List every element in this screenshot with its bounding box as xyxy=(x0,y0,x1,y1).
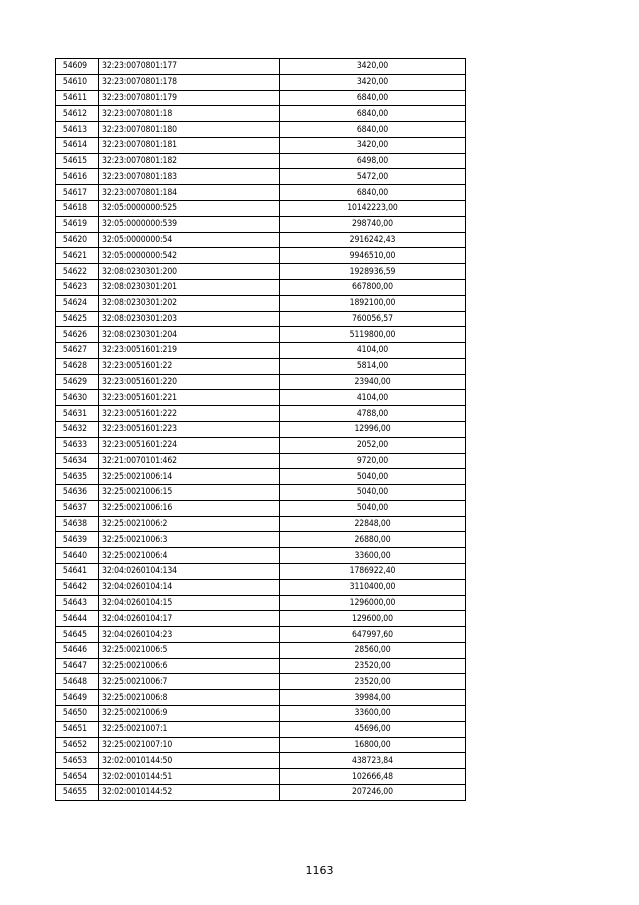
table-row xyxy=(56,690,466,706)
table-row xyxy=(56,185,466,201)
row-number-cell: 54634 xyxy=(56,453,99,469)
cadastral-value-cell: 3110400,00 xyxy=(280,579,466,595)
cadastral-number-cell: 32:23:0051601:223 xyxy=(99,421,280,437)
cadastral-number-cell: 32:25:0021006:8 xyxy=(99,690,280,706)
row-number-cell: 54625 xyxy=(56,311,99,327)
row-number-cell: 54623 xyxy=(56,279,99,295)
row-number-cell: 54655 xyxy=(56,784,99,800)
table-row xyxy=(56,469,466,485)
cadastral-number-cell: 32:04:0260104:134 xyxy=(99,564,280,580)
table-row xyxy=(56,485,466,501)
table-row xyxy=(56,106,466,122)
cadastral-number-cell: 32:08:0230301:200 xyxy=(99,264,280,280)
cadastral-number-cell: 32:08:0230301:204 xyxy=(99,327,280,343)
cadastral-number-cell: 32:04:0260104:17 xyxy=(99,611,280,627)
table-row xyxy=(56,548,466,564)
cadastral-value-table xyxy=(55,58,466,801)
row-number-cell: 54654 xyxy=(56,769,99,785)
row-number-cell: 54626 xyxy=(56,327,99,343)
table-row xyxy=(56,721,466,737)
cadastral-number-cell: 32:23:0070801:178 xyxy=(99,74,280,90)
cadastral-value-cell: 9946510,00 xyxy=(280,248,466,264)
row-number-cell: 54616 xyxy=(56,169,99,185)
cadastral-value-cell: 5119800,00 xyxy=(280,327,466,343)
cadastral-value-cell: 4788,00 xyxy=(280,406,466,422)
cadastral-value-cell: 33600,00 xyxy=(280,548,466,564)
table-row xyxy=(56,248,466,264)
cadastral-number-cell: 32:23:0051601:22 xyxy=(99,358,280,374)
cadastral-number-cell: 32:25:0021006:5 xyxy=(99,642,280,658)
cadastral-number-cell: 32:23:0051601:224 xyxy=(99,437,280,453)
cadastral-number-cell: 32:02:0010144:51 xyxy=(99,769,280,785)
cadastral-number-cell: 32:23:0051601:222 xyxy=(99,406,280,422)
cadastral-value-cell: 28560,00 xyxy=(280,642,466,658)
cadastral-number-cell: 32:04:0260104:14 xyxy=(99,579,280,595)
cadastral-value-cell: 6840,00 xyxy=(280,185,466,201)
table-row xyxy=(56,59,466,75)
row-number-cell: 54618 xyxy=(56,201,99,217)
table-row xyxy=(56,421,466,437)
row-number-cell: 54629 xyxy=(56,374,99,390)
cadastral-value-cell: 5040,00 xyxy=(280,485,466,501)
cadastral-number-cell: 32:23:0070801:180 xyxy=(99,122,280,138)
cadastral-value-cell: 23520,00 xyxy=(280,658,466,674)
cadastral-number-cell: 32:25:0021006:15 xyxy=(99,485,280,501)
cadastral-number-cell: 32:05:0000000:539 xyxy=(99,216,280,232)
table-row xyxy=(56,327,466,343)
cadastral-number-cell: 32:05:0000000:542 xyxy=(99,248,280,264)
row-number-cell: 54653 xyxy=(56,753,99,769)
row-number-cell: 54611 xyxy=(56,90,99,106)
table-row xyxy=(56,564,466,580)
cadastral-number-cell: 32:02:0010144:52 xyxy=(99,784,280,800)
cadastral-value-cell: 26880,00 xyxy=(280,532,466,548)
row-number-cell: 54636 xyxy=(56,485,99,501)
row-number-cell: 54648 xyxy=(56,674,99,690)
cadastral-value-cell: 5040,00 xyxy=(280,469,466,485)
cadastral-number-cell: 32:25:0021007:10 xyxy=(99,737,280,753)
row-number-cell: 54615 xyxy=(56,153,99,169)
row-number-cell: 54622 xyxy=(56,264,99,280)
cadastral-value-cell: 3420,00 xyxy=(280,59,466,75)
table-row xyxy=(56,595,466,611)
row-number-cell: 54641 xyxy=(56,564,99,580)
row-number-cell: 54647 xyxy=(56,658,99,674)
cadastral-value-cell: 667800,00 xyxy=(280,279,466,295)
row-number-cell: 54627 xyxy=(56,343,99,359)
row-number-cell: 54614 xyxy=(56,137,99,153)
row-number-cell: 54638 xyxy=(56,516,99,532)
row-number-cell: 54637 xyxy=(56,500,99,516)
row-number-cell: 54649 xyxy=(56,690,99,706)
cadastral-number-cell: 32:25:0021006:14 xyxy=(99,469,280,485)
table-row xyxy=(56,74,466,90)
table-row xyxy=(56,201,466,217)
table-row xyxy=(56,753,466,769)
table-row xyxy=(56,390,466,406)
cadastral-value-cell: 45696,00 xyxy=(280,721,466,737)
cadastral-number-cell: 32:23:0070801:179 xyxy=(99,90,280,106)
cadastral-number-cell: 32:05:0000000:525 xyxy=(99,201,280,217)
cadastral-value-cell: 129600,00 xyxy=(280,611,466,627)
table-row xyxy=(56,737,466,753)
cadastral-number-cell: 32:25:0021006:3 xyxy=(99,532,280,548)
table-row xyxy=(56,769,466,785)
table-row xyxy=(56,674,466,690)
cadastral-value-cell: 647997,60 xyxy=(280,627,466,643)
row-number-cell: 54628 xyxy=(56,358,99,374)
table-row xyxy=(56,122,466,138)
row-number-cell: 54631 xyxy=(56,406,99,422)
cadastral-value-cell: 298740,00 xyxy=(280,216,466,232)
cadastral-value-cell: 39984,00 xyxy=(280,690,466,706)
cadastral-value-cell: 760056,57 xyxy=(280,311,466,327)
table-row xyxy=(56,706,466,722)
cadastral-number-cell: 32:08:0230301:203 xyxy=(99,311,280,327)
table-row xyxy=(56,406,466,422)
cadastral-number-cell: 32:25:0021006:9 xyxy=(99,706,280,722)
row-number-cell: 54617 xyxy=(56,185,99,201)
cadastral-number-cell: 32:23:0070801:18 xyxy=(99,106,280,122)
cadastral-value-cell: 1786922,40 xyxy=(280,564,466,580)
table-row xyxy=(56,579,466,595)
table-row xyxy=(56,169,466,185)
table-row xyxy=(56,295,466,311)
table-row xyxy=(56,642,466,658)
table-row xyxy=(56,311,466,327)
row-number-cell: 54650 xyxy=(56,706,99,722)
row-number-cell: 54613 xyxy=(56,122,99,138)
cadastral-value-cell: 23940,00 xyxy=(280,374,466,390)
cadastral-value-cell: 10142223,00 xyxy=(280,201,466,217)
cadastral-value-cell: 438723,84 xyxy=(280,753,466,769)
table-row xyxy=(56,216,466,232)
table-row xyxy=(56,532,466,548)
row-number-cell: 54610 xyxy=(56,74,99,90)
cadastral-number-cell: 32:23:0051601:219 xyxy=(99,343,280,359)
row-number-cell: 54642 xyxy=(56,579,99,595)
row-number-cell: 54645 xyxy=(56,627,99,643)
cadastral-number-cell: 32:23:0070801:183 xyxy=(99,169,280,185)
cadastral-number-cell: 32:23:0070801:182 xyxy=(99,153,280,169)
cadastral-value-cell: 22848,00 xyxy=(280,516,466,532)
table-row xyxy=(56,264,466,280)
table-row xyxy=(56,784,466,800)
cadastral-number-cell: 32:25:0021006:4 xyxy=(99,548,280,564)
cadastral-value-cell: 12996,00 xyxy=(280,421,466,437)
table-row xyxy=(56,137,466,153)
cadastral-number-cell: 32:25:0021007:1 xyxy=(99,721,280,737)
cadastral-number-cell: 32:04:0260104:15 xyxy=(99,595,280,611)
cadastral-number-cell: 32:23:0051601:220 xyxy=(99,374,280,390)
row-number-cell: 54640 xyxy=(56,548,99,564)
table-row xyxy=(56,358,466,374)
cadastral-value-cell: 16800,00 xyxy=(280,737,466,753)
cadastral-value-cell: 1296000,00 xyxy=(280,595,466,611)
row-number-cell: 54652 xyxy=(56,737,99,753)
cadastral-number-cell: 32:23:0070801:181 xyxy=(99,137,280,153)
cadastral-value-cell: 2916242,43 xyxy=(280,232,466,248)
cadastral-number-cell: 32:23:0070801:184 xyxy=(99,185,280,201)
cadastral-number-cell: 32:23:0070801:177 xyxy=(99,59,280,75)
cadastral-value-cell: 5814,00 xyxy=(280,358,466,374)
cadastral-value-cell: 9720,00 xyxy=(280,453,466,469)
cadastral-number-cell: 32:04:0260104:23 xyxy=(99,627,280,643)
cadastral-value-cell: 6840,00 xyxy=(280,90,466,106)
cadastral-value-cell: 6498,00 xyxy=(280,153,466,169)
cadastral-value-cell: 5472,00 xyxy=(280,169,466,185)
table-row xyxy=(56,500,466,516)
cadastral-value-cell: 23520,00 xyxy=(280,674,466,690)
table-row xyxy=(56,516,466,532)
cadastral-value-cell: 4104,00 xyxy=(280,390,466,406)
table-row xyxy=(56,343,466,359)
row-number-cell: 54644 xyxy=(56,611,99,627)
row-number-cell: 54612 xyxy=(56,106,99,122)
table-row xyxy=(56,374,466,390)
table-row xyxy=(56,611,466,627)
cadastral-value-cell: 6840,00 xyxy=(280,106,466,122)
row-number-cell: 54635 xyxy=(56,469,99,485)
row-number-cell: 54630 xyxy=(56,390,99,406)
table-row xyxy=(56,153,466,169)
cadastral-number-cell: 32:25:0021006:2 xyxy=(99,516,280,532)
row-number-cell: 54632 xyxy=(56,421,99,437)
cadastral-value-cell: 4104,00 xyxy=(280,343,466,359)
row-number-cell: 54643 xyxy=(56,595,99,611)
row-number-cell: 54624 xyxy=(56,295,99,311)
row-number-cell: 54633 xyxy=(56,437,99,453)
table-row xyxy=(56,232,466,248)
cadastral-value-cell: 2052,00 xyxy=(280,437,466,453)
table-row xyxy=(56,658,466,674)
row-number-cell: 54646 xyxy=(56,642,99,658)
table-row xyxy=(56,437,466,453)
cadastral-value-cell: 3420,00 xyxy=(280,74,466,90)
cadastral-number-cell: 32:08:0230301:202 xyxy=(99,295,280,311)
cadastral-number-cell: 32:08:0230301:201 xyxy=(99,279,280,295)
table-row xyxy=(56,90,466,106)
table-row xyxy=(56,453,466,469)
cadastral-number-cell: 32:02:0010144:50 xyxy=(99,753,280,769)
cadastral-number-cell: 32:05:0000000:54 xyxy=(99,232,280,248)
row-number-cell: 54609 xyxy=(56,59,99,75)
cadastral-number-cell: 32:25:0021006:6 xyxy=(99,658,280,674)
row-number-cell: 54619 xyxy=(56,216,99,232)
row-number-cell: 54651 xyxy=(56,721,99,737)
cadastral-value-cell: 207246,00 xyxy=(280,784,466,800)
cadastral-value-cell: 3420,00 xyxy=(280,137,466,153)
page-number: 1163 xyxy=(305,864,334,877)
cadastral-value-cell: 33600,00 xyxy=(280,706,466,722)
cadastral-value-cell: 5040,00 xyxy=(280,500,466,516)
cadastral-number-cell: 32:25:0021006:7 xyxy=(99,674,280,690)
cadastral-value-cell: 102666,48 xyxy=(280,769,466,785)
table-body xyxy=(56,59,466,801)
cadastral-value-cell: 1928936,59 xyxy=(280,264,466,280)
cadastral-number-cell: 32:25:0021006:16 xyxy=(99,500,280,516)
row-number-cell: 54620 xyxy=(56,232,99,248)
row-number-cell: 54639 xyxy=(56,532,99,548)
table-row xyxy=(56,627,466,643)
cadastral-number-cell: 32:21:0070101:462 xyxy=(99,453,280,469)
cadastral-number-cell: 32:23:0051601:221 xyxy=(99,390,280,406)
cadastral-value-cell: 1892100,00 xyxy=(280,295,466,311)
row-number-cell: 54621 xyxy=(56,248,99,264)
table-row xyxy=(56,279,466,295)
cadastral-value-cell: 6840,00 xyxy=(280,122,466,138)
